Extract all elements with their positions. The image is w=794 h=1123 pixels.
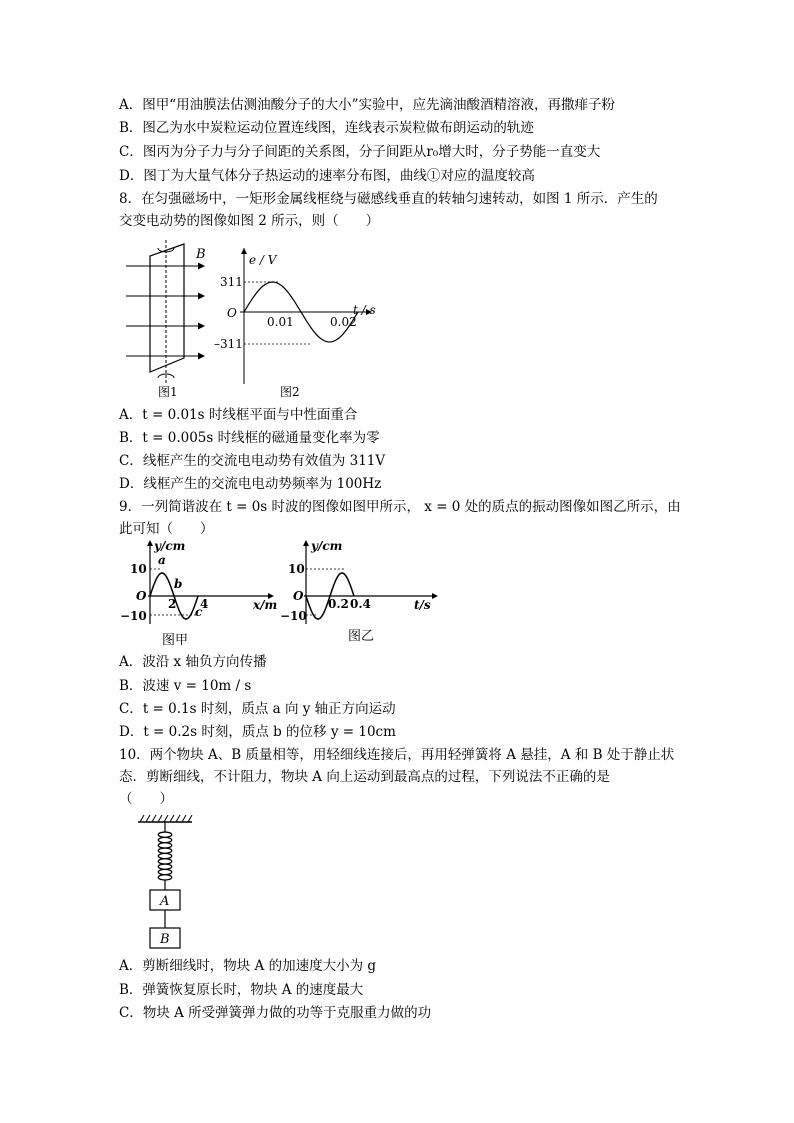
jia-point-c: c <box>195 605 203 619</box>
jia-caption: 图甲 <box>162 633 189 648</box>
q8-stem-line2: 交变电动势的图像如图 2 所示，则（ ） <box>119 213 380 229</box>
yi-xlabel: t/s <box>414 598 431 612</box>
jia-point-b: b <box>174 577 183 591</box>
q9-stem-line1: 9．一列简谐波在 t = 0s 时波的图像如图甲所示， x = 0 处的质点的振动图像如图乙所示，由 <box>119 499 681 515</box>
jia-point-a: a <box>158 553 166 567</box>
ceiling-hatch <box>140 815 192 822</box>
jia-origin: O <box>136 589 147 603</box>
fig2-ytick-min: –311 <box>214 337 243 351</box>
fig1-caption: 图1 <box>158 385 178 399</box>
q8-figure-1 <box>118 238 218 403</box>
q9-stem-line2: 此可知（ ） <box>119 521 214 537</box>
q8-option-a: A．t = 0.01s 时线框平面与中性面重合 <box>119 407 358 423</box>
q10-option-a: A．剪断细线时，物块 A 的加速度大小为 g <box>119 958 377 974</box>
q9-option-b: B．波速 v = 10m / s <box>119 678 252 694</box>
fig2-xlabel: t / s <box>353 303 376 317</box>
yi-origin: O <box>293 589 304 603</box>
block-b-label: B <box>160 932 170 947</box>
yi-ylabel: y/cm <box>311 539 343 553</box>
jia-xlabel: x/m <box>253 598 278 612</box>
field-label-b: B <box>196 247 206 262</box>
q7-option-a: A．图甲“用油膜法估测油酸分子的大小”实验中，应先滴油酸酒精溶液，再撒痱子粉 <box>119 97 616 113</box>
fig2-caption: 图2 <box>280 385 300 399</box>
q9-option-a: A．波沿 x 轴负方向传播 <box>119 654 267 670</box>
jia-xtick-2: 2 <box>168 597 177 611</box>
q8-figure-2 <box>214 244 382 404</box>
q7-option-d: D．图丁为大量气体分子热运动的速率分布图，曲线①对应的温度较高 <box>119 168 535 184</box>
yi-ytick-min: −10 <box>280 609 307 623</box>
q8-stem-line1: 8．在匀强磁场中，一矩形金属线框绕与磁感线垂直的转轴匀速转动，如图 1 所示．产生的 <box>119 191 658 207</box>
q10-option-c: C．物块 A 所受弹簧弹力做的功等于克服重力做的功 <box>119 1005 432 1021</box>
q9-option-c: C．t = 0.1s 时刻，质点 a 向 y 轴正方向运动 <box>119 701 396 717</box>
yi-ytick-max: 10 <box>288 562 305 576</box>
magnetic-field-lines <box>126 266 204 356</box>
q9-option-d: D．t = 0.2s 时刻，质点 b 的位移 y = 10cm <box>119 724 396 740</box>
block-a-label: A <box>160 894 170 909</box>
metal-frame <box>150 244 184 372</box>
fig2-xtick-1: 0.01 <box>267 315 294 329</box>
q9-figure-jia <box>118 536 283 651</box>
fig2-xtick-2: 0.02 <box>330 315 357 329</box>
q10-stem-line3: （ ） <box>119 791 173 807</box>
q10-option-b: B．弹簧恢复原长时，物块 A 的速度最大 <box>119 982 364 998</box>
q8-option-c: C．线框产生的交流电电动势有效值为 311V <box>119 453 386 469</box>
q9-figure-yi <box>280 536 444 651</box>
jia-ytick-max: 10 <box>130 562 147 576</box>
q7-option-b: B．图乙为水中炭粒运动位置连线图，连线表示炭粒做布朗运动的轨迹 <box>119 120 534 136</box>
jia-ytick-min: −10 <box>120 609 147 623</box>
fig2-ytick-max: 311 <box>220 275 243 289</box>
fig2-ylabel: e / V <box>249 253 277 267</box>
q7-option-c: C．图丙为分子力与分子间距的关系图，分子间距从r₀增大时，分子势能一直变大 <box>119 144 601 160</box>
yi-xtick-02: 0.2 <box>328 597 349 611</box>
q8-option-b: B．t = 0.005s 时线框的磁通量变化率为零 <box>119 430 380 446</box>
fig2-origin: O <box>227 306 237 320</box>
q10-stem-line1: 10．两个物块 A、B 质量相等，用轻细线连接后，再用轻弹簧将 A 悬挂，A 和 B 处于静止状 <box>119 747 675 763</box>
jia-xtick-4: 4 <box>200 597 209 611</box>
yi-xtick-04: 0.4 <box>350 597 371 611</box>
q10-spring-figure <box>132 812 212 952</box>
q8-option-d: D．线框产生的交流电电动势频率为 100Hz <box>119 476 382 492</box>
jia-ylabel: y/cm <box>154 539 186 553</box>
spring <box>158 832 172 880</box>
yi-caption: 图乙 <box>348 629 375 644</box>
q10-stem-line2: 态．剪断细线，不计阻力，物块 A 向上运动到最高点的过程，下列说法不正确的是 <box>119 769 610 785</box>
